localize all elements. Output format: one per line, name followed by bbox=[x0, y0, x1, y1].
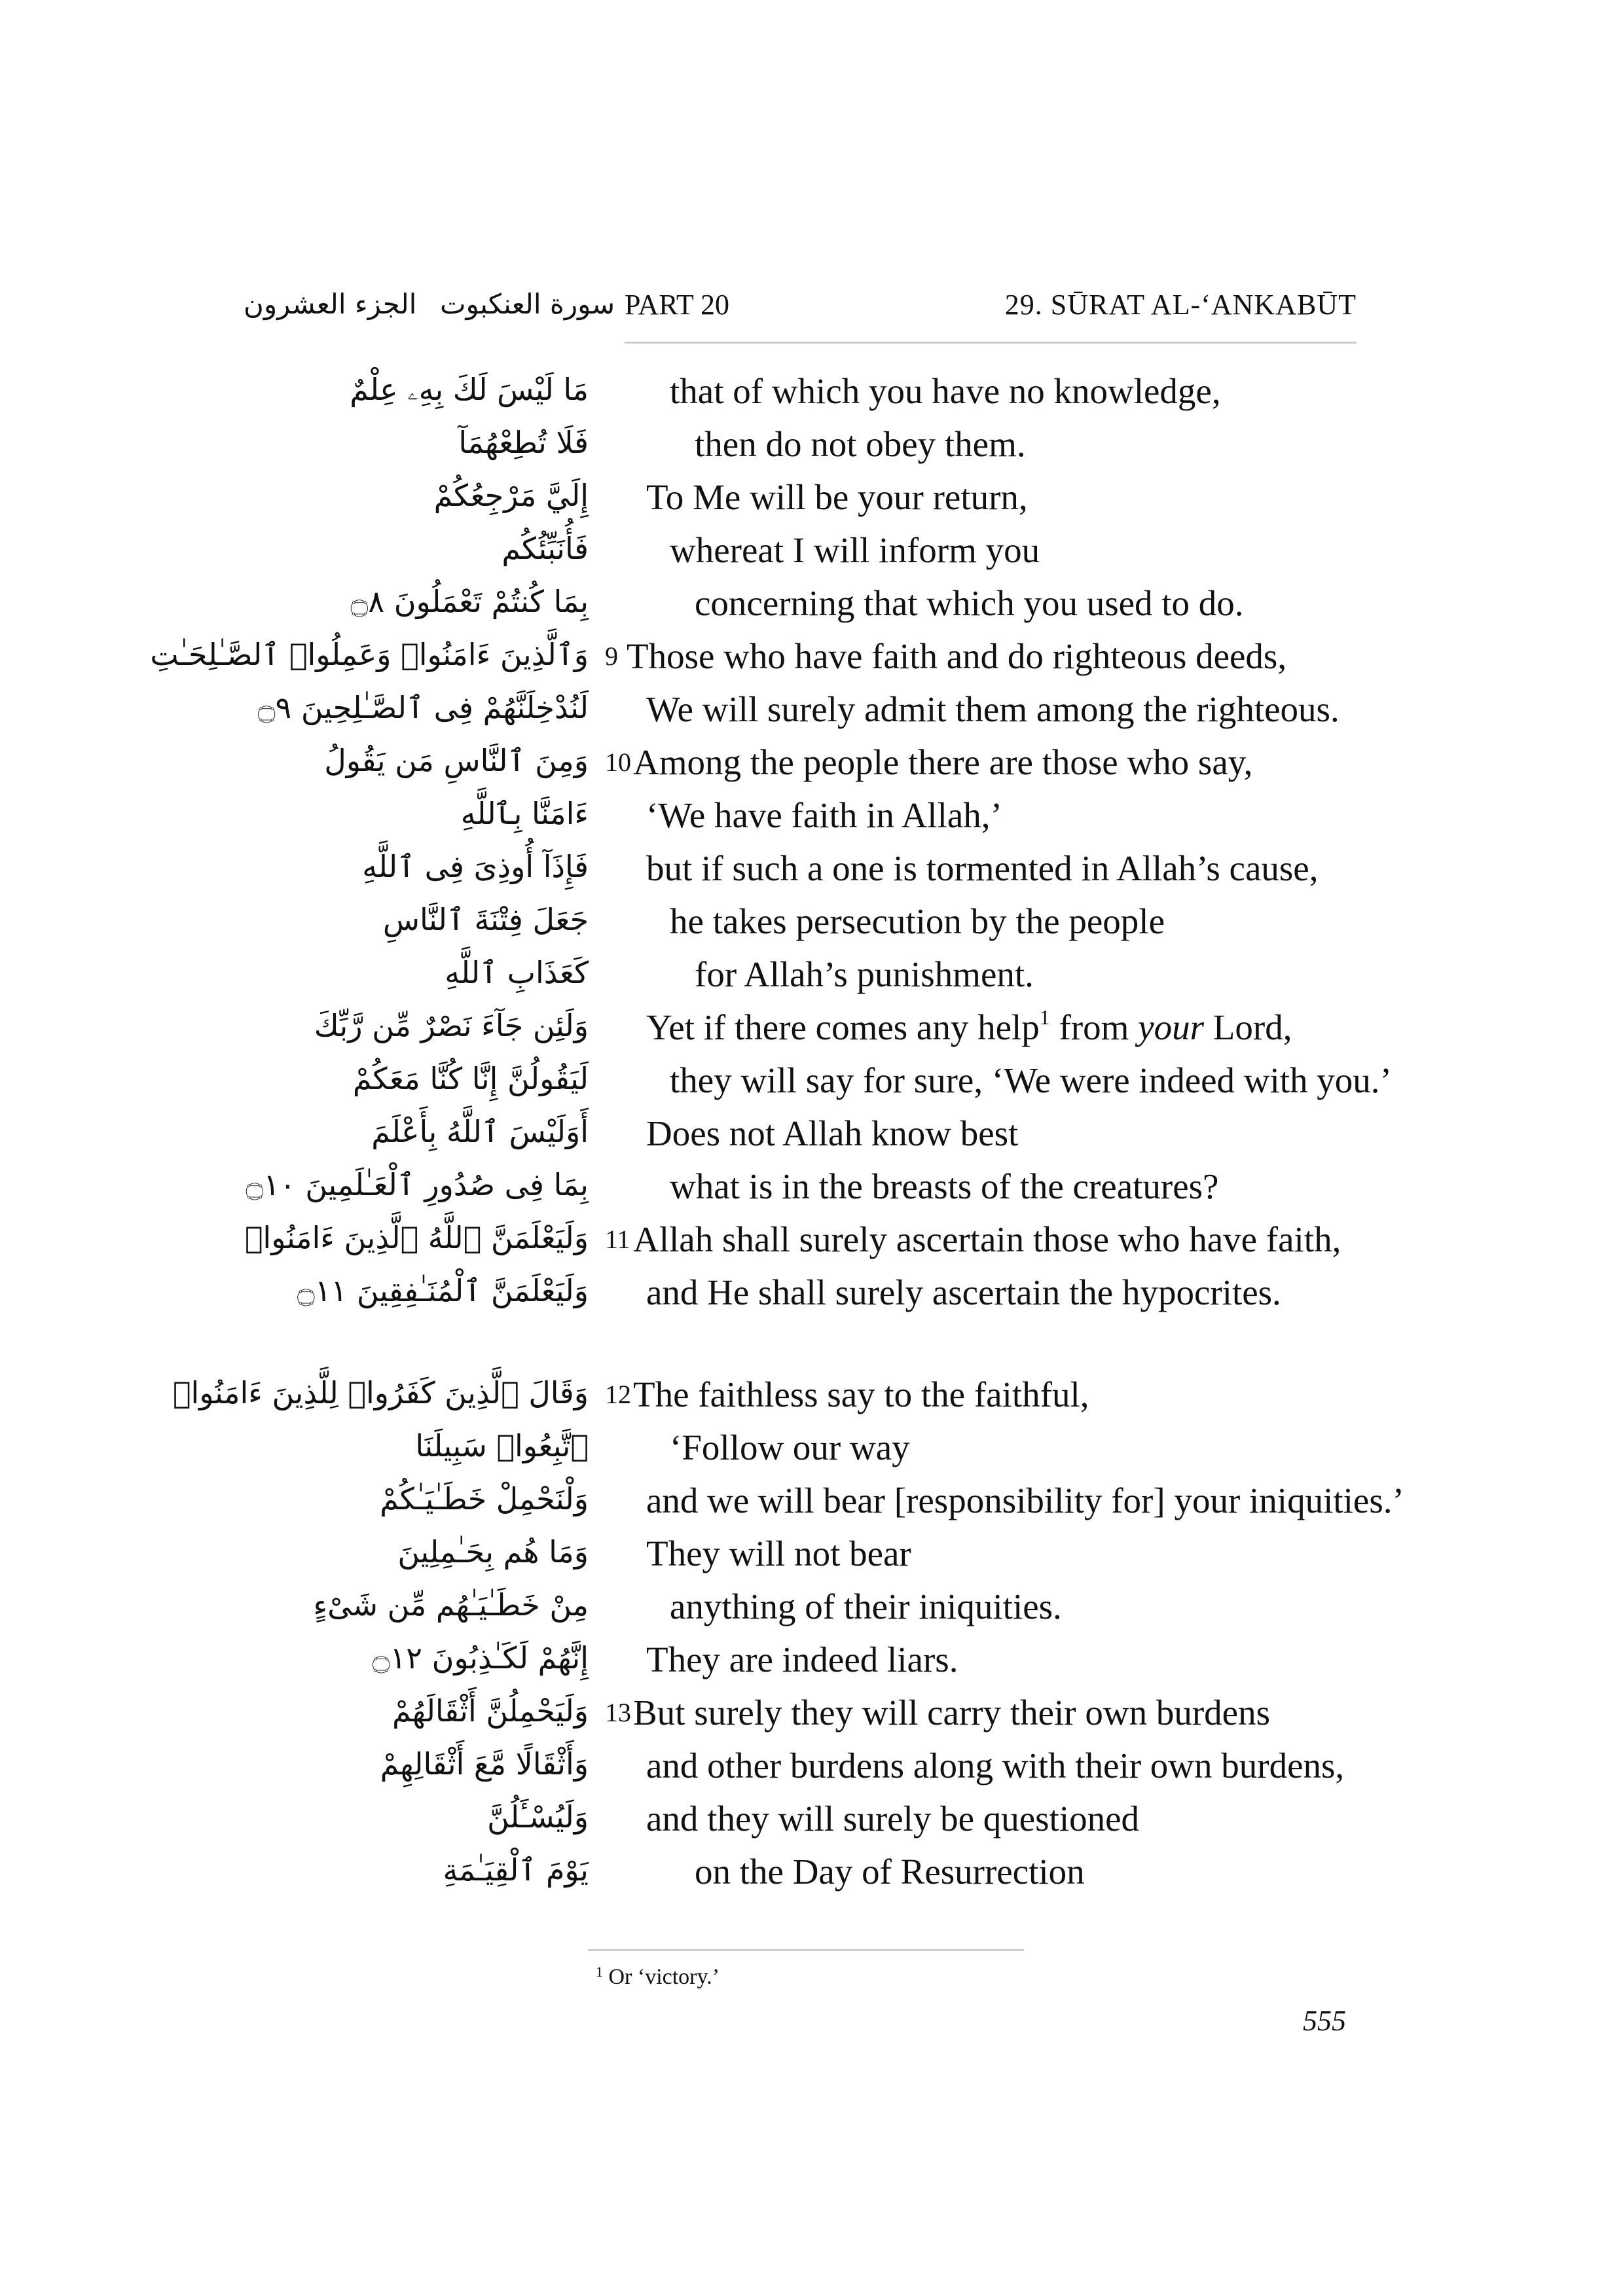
english-text: They are indeed liars. bbox=[646, 1640, 958, 1679]
english-text: They will not bear bbox=[646, 1534, 911, 1573]
arabic-text: مَا لَيْسَ لَكَ بِهِۦ عِلْمٌ bbox=[350, 372, 589, 407]
footnote bbox=[596, 1965, 720, 1990]
verse-line bbox=[0, 421, 1623, 473]
arabic-text: وَأَثْقَالًا مَّعَ أَثْقَالِهِمْ bbox=[380, 1746, 589, 1782]
page-header bbox=[244, 288, 1357, 340]
arabic-text: لَيَقُولُنَّ إِنَّا كُنَّا مَعَكُمْ bbox=[352, 1061, 589, 1096]
verse-line bbox=[0, 1795, 1623, 1848]
footnote-rule bbox=[588, 1949, 1024, 1951]
verse-line bbox=[0, 527, 1623, 579]
arabic-text: جَعَلَ فِتْنَةَ ٱلنَّاسِ bbox=[382, 902, 589, 937]
arabic-text: وَلْنَحْمِلْ خَطَـٰيَـٰكُمْ bbox=[380, 1481, 589, 1516]
arabic-text: كَعَذَابِ ٱللَّهِ bbox=[445, 955, 589, 990]
footnote-number: 1 bbox=[596, 1964, 603, 1980]
arabic-text: فَإِذَآ أُوذِىَ فِى ٱللَّهِ bbox=[362, 849, 589, 884]
english-text: then do not obey them. bbox=[695, 424, 1026, 464]
english-text: Those who have faith and do righteous deeds, bbox=[627, 636, 1287, 676]
arabic-text: ءَامَنَّا بِٱللَّهِ bbox=[460, 796, 589, 831]
english-text-part: Yet if there comes any help bbox=[646, 1007, 1040, 1047]
verse-line bbox=[0, 1057, 1623, 1109]
english-text-part: Lord, bbox=[1204, 1007, 1292, 1047]
arabic-text: فَلَا تُطِعْهُمَآ bbox=[458, 425, 589, 460]
arabic-text: يَوْمَ ٱلْقِيَـٰمَةِ bbox=[443, 1852, 589, 1888]
verse-line bbox=[0, 1477, 1623, 1530]
arabic-text: بِمَا كُنتُمْ تَعْمَلُونَ ۝٨ bbox=[350, 584, 589, 619]
english-text: But surely they will carry their own burdens bbox=[633, 1693, 1270, 1732]
english-text: and He shall surely ascertain the hypocrites. bbox=[646, 1272, 1281, 1312]
verse-number: 11 bbox=[605, 1225, 630, 1254]
header-rule bbox=[625, 342, 1357, 344]
arabic-text: إِلَيَّ مَرْجِعُكُمْ bbox=[433, 478, 589, 513]
english-text bbox=[646, 1004, 1292, 1051]
arabic-text: وَمَا هُم بِحَـٰمِلِينَ bbox=[397, 1534, 589, 1570]
page-number: 555 bbox=[1303, 2005, 1346, 2037]
english-text: for Allah’s punishment. bbox=[695, 954, 1034, 994]
english-text: anything of their iniquities. bbox=[670, 1587, 1062, 1626]
arabic-text: فَأُنَبِّئُكُم bbox=[501, 531, 589, 566]
verse-line bbox=[0, 1216, 1623, 1268]
english-text: but if such a one is tormented in Allah’s cause, bbox=[646, 848, 1319, 888]
verse-line bbox=[0, 1689, 1623, 1742]
surah-title: 29. SŪRAT AL-‘ANKABŪT bbox=[1004, 289, 1357, 321]
english-text: what is in the breasts of the creatures? bbox=[670, 1166, 1219, 1206]
verse-line bbox=[0, 845, 1623, 897]
verse-line bbox=[0, 1110, 1623, 1162]
verse-number: 13 bbox=[605, 1698, 631, 1727]
verse-line bbox=[0, 898, 1623, 950]
verse-line bbox=[0, 1530, 1623, 1583]
arabic-text: بِمَا فِى صُدُورِ ٱلْعَـٰلَمِينَ ۝١٠ bbox=[246, 1167, 589, 1202]
english-text: on the Day of Resurrection bbox=[695, 1852, 1085, 1892]
english-text: We will surely admit them among the righteous. bbox=[646, 689, 1340, 729]
verse-line bbox=[0, 686, 1623, 738]
english-text: and other burdens along with their own burdens, bbox=[646, 1746, 1345, 1785]
arabic-juz-title: الجزء العشرون bbox=[244, 288, 417, 320]
english-text: To Me will be your return, bbox=[646, 477, 1028, 517]
verse-line bbox=[0, 580, 1623, 632]
english-text-part: from bbox=[1049, 1007, 1139, 1047]
verse-number: 9 bbox=[605, 641, 618, 671]
english-text: The faithless say to the faithful, bbox=[633, 1374, 1089, 1414]
english-text: Does not Allah know best bbox=[646, 1113, 1019, 1153]
arabic-text: وَٱلَّذِينَ ءَامَنُوا۟ وَعَمِلُوا۟ ٱلصَّـٰلِحَـٰتِ bbox=[150, 637, 589, 672]
footnote-marker: 1 bbox=[1039, 1005, 1050, 1029]
verse-line bbox=[0, 1424, 1623, 1477]
verse-number: 10 bbox=[605, 747, 631, 777]
english-text: Among the people there are those who say, bbox=[633, 742, 1253, 782]
english-text: concerning that which you used to do. bbox=[695, 583, 1244, 623]
verse-line bbox=[0, 1269, 1623, 1321]
arabic-text: وَمِنَ ٱلنَّاسِ مَن يَقُولُ bbox=[324, 743, 589, 778]
arabic-surah-title: سورة العنكبوت bbox=[440, 288, 615, 320]
verse-line bbox=[0, 368, 1623, 420]
english-text: ‘Follow our way bbox=[670, 1427, 910, 1467]
verse-line bbox=[0, 1371, 1623, 1424]
verse-line bbox=[0, 1848, 1623, 1901]
arabic-text: وَقَالَ ٱلَّذِينَ كَفَرُوا۟ لِلَّذِينَ ءَامَنُوا۟ bbox=[172, 1375, 589, 1410]
verse-line bbox=[0, 474, 1623, 526]
verse-line bbox=[0, 1163, 1623, 1215]
verse-line bbox=[0, 1636, 1623, 1689]
arabic-text: ٱتَّبِعُوا۟ سَبِيلَنَا bbox=[415, 1428, 589, 1463]
english-text: and we will bear [responsibility for] your iniquities.’ bbox=[646, 1480, 1404, 1520]
arabic-text: لَنُدْخِلَنَّهُمْ فِى ٱلصَّـٰلِحِينَ ۝٩ bbox=[257, 690, 589, 725]
verse-line bbox=[0, 633, 1623, 685]
verse-line bbox=[0, 739, 1623, 791]
verse-line bbox=[0, 792, 1623, 844]
english-text: he takes persecution by the people bbox=[670, 901, 1165, 941]
english-text: that of which you have no knowledge, bbox=[670, 371, 1221, 411]
verse-number: 12 bbox=[605, 1380, 631, 1409]
english-text: and they will surely be questioned bbox=[646, 1799, 1140, 1839]
arabic-text: وَلَيُسْـَٔلُنَّ bbox=[487, 1799, 589, 1835]
english-text: Allah shall surely ascertain those who have faith, bbox=[633, 1219, 1341, 1259]
arabic-text: وَلَيَعْلَمَنَّ ٱللَّهُ ٱلَّذِينَ ءَامَنُوا۟ bbox=[244, 1220, 589, 1255]
english-text: ‘We have faith in Allah,’ bbox=[646, 795, 1002, 835]
arabic-text: وَلَيَعْلَمَنَّ ٱلْمُنَـٰفِقِينَ ۝١١ bbox=[297, 1273, 589, 1308]
english-text: they will say for sure, ‘We were indeed with you.’ bbox=[670, 1060, 1392, 1100]
verse-line bbox=[0, 1004, 1623, 1056]
arabic-text: إِنَّهُمْ لَكَـٰذِبُونَ ۝١٢ bbox=[372, 1640, 589, 1676]
arabic-text: أَوَلَيْسَ ٱللَّهُ بِأَعْلَمَ bbox=[371, 1114, 589, 1149]
english-text: whereat I will inform you bbox=[670, 530, 1040, 570]
english-italic-word: your bbox=[1138, 1007, 1205, 1047]
arabic-text: وَلَيَحْمِلُنَّ أَثْقَالَهُمْ bbox=[392, 1693, 589, 1729]
verse-line bbox=[0, 951, 1623, 1003]
part-label: PART 20 bbox=[625, 289, 729, 321]
verse-line bbox=[0, 1742, 1623, 1795]
arabic-text: مِنْ خَطَـٰيَـٰهُم مِّن شَىْءٍ bbox=[313, 1587, 589, 1623]
footnote-text: Or ‘victory.’ bbox=[603, 1965, 720, 1989]
verse-line bbox=[0, 1583, 1623, 1636]
arabic-text: وَلَئِن جَآءَ نَصْرٌ مِّن رَّبِّكَ bbox=[314, 1008, 589, 1043]
